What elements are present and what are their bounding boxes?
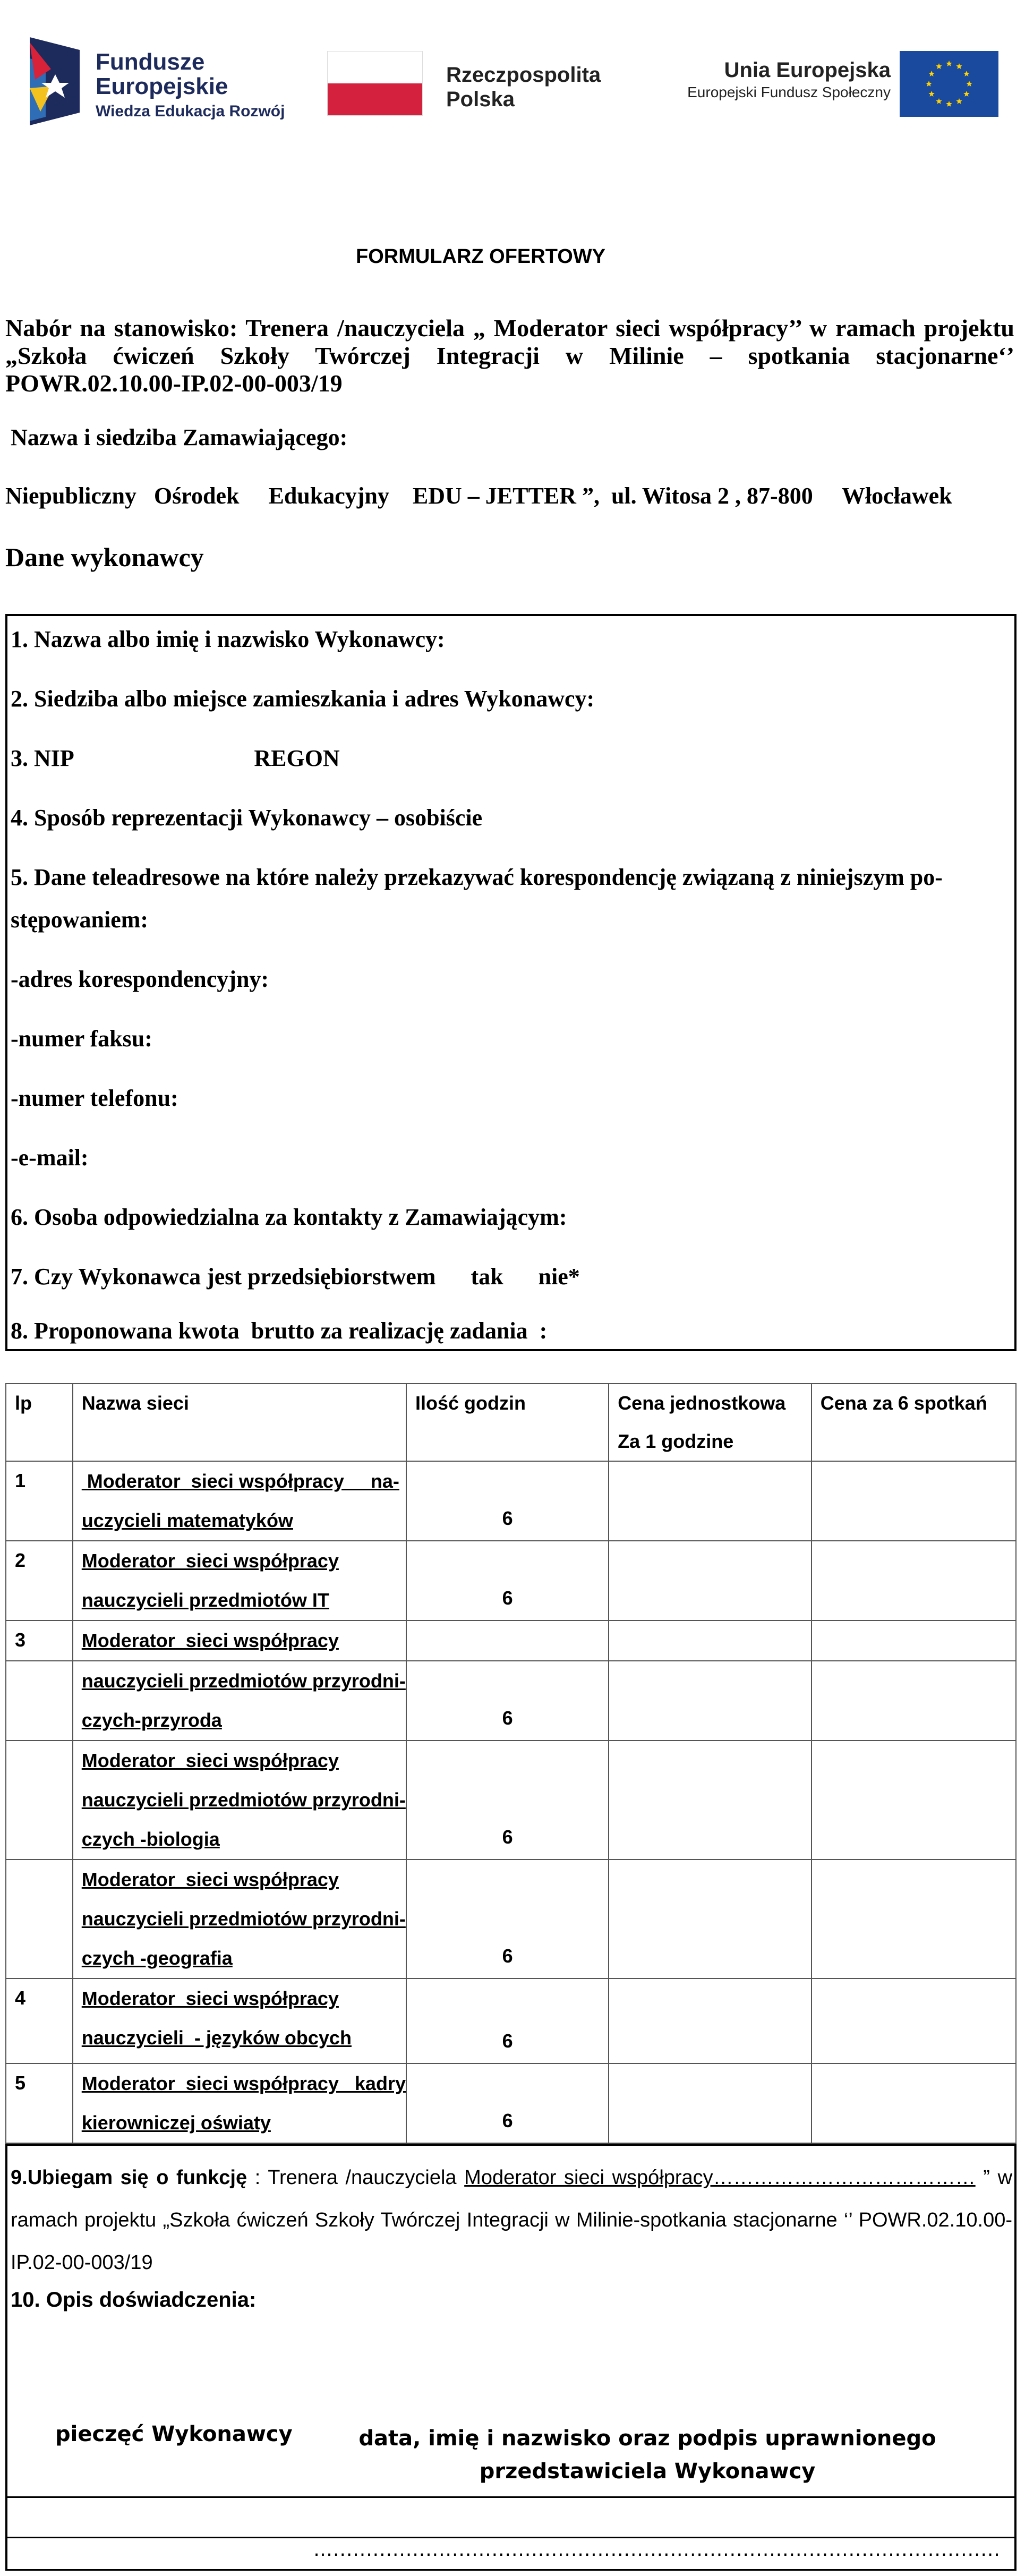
row-lp <box>6 1860 73 1978</box>
row-unit-price[interactable] <box>609 1978 812 2063</box>
row-unit-price[interactable] <box>609 1541 812 1620</box>
contractor-field: -numer faksu: <box>11 1026 152 1052</box>
row-hours: 6 <box>406 1741 609 1860</box>
network-name-line: czych -geografia <box>81 1947 233 1969</box>
row-lp: 5 <box>6 2063 73 2143</box>
network-name-line: nauczycieli przedmiotów przyrodni- <box>81 1789 406 1811</box>
row-total-price[interactable] <box>812 1541 1016 1620</box>
row-unit-price[interactable] <box>609 2063 812 2143</box>
table-row <box>6 1741 1016 1860</box>
contractor-field: stępowaniem: <box>11 907 149 933</box>
section9-prefix: 9.Ubiegam się o funkcję <box>11 2166 247 2189</box>
network-name-line: Moderator sieci współpracy kadry <box>81 2072 406 2094</box>
fe-line2: Europejskie <box>96 73 228 99</box>
row-total-price[interactable] <box>812 1741 1016 1860</box>
row-total-price[interactable] <box>812 1661 1016 1741</box>
row-unit-price[interactable] <box>609 1661 812 1741</box>
row-network-name <box>73 1741 406 1860</box>
row-hours: 6 <box>406 1661 609 1741</box>
contractor-field: -e-mail: <box>11 1145 89 1171</box>
price-table <box>5 1383 1017 2144</box>
table-row <box>6 1461 1016 1541</box>
row-total-price[interactable] <box>812 1978 1016 2063</box>
row-hours: 6 <box>406 1541 609 1620</box>
row-hours: 6 <box>406 1461 609 1541</box>
contractor-field: 5. Dane teleadresowe na które należy przekazywać korespondencję związaną z niniejszym po- <box>11 864 943 890</box>
table-row <box>6 2063 1016 2143</box>
contractor-heading: Dane wykonawcy <box>5 542 204 572</box>
table-row <box>6 1860 1016 1978</box>
network-name-line: czych -biologia <box>81 1828 220 1850</box>
network-name-line: Moderator sieci współpracy <box>81 1988 339 2009</box>
network-name-line: nauczycieli przedmiotów przyrodni- <box>81 1908 406 1930</box>
row-lp <box>6 1741 73 1860</box>
network-name-line: nauczycieli przedmiotów IT <box>81 1589 329 1611</box>
contractor-field: 2. Siedziba albo miejsce zamieszkania i adres Wykonawcy: <box>11 686 595 712</box>
row-total-price[interactable] <box>812 1860 1016 1978</box>
network-name-line: Moderator sieci współpracy <box>81 1869 339 1890</box>
section9-mid: : Trenera /nauczyciela <box>247 2166 465 2189</box>
contractor-field: 3. NIP REGON <box>11 745 340 771</box>
signature-dotted-line: …..................................................................................................... <box>313 2539 1001 2561</box>
contractor-field: 8. Proponowana kwota brutto za realizację zadania : <box>11 1318 548 1344</box>
network-name-line: uczycieli matematyków <box>81 1509 293 1531</box>
col-header-hours: Ilość godzin <box>406 1384 609 1461</box>
row-lp: 2 <box>6 1541 73 1620</box>
row-unit-price[interactable] <box>609 1860 812 1978</box>
eu-line1: Unia Europejska <box>724 58 891 82</box>
row-hours: 6 <box>406 1978 609 2063</box>
signature-description: data, imię i nazwisko oraz podpis uprawnionego przedstawiciela Wykonawcy <box>358 2426 936 2484</box>
fe-line3: Wiedza Edukacja Rozwój <box>96 103 285 120</box>
row-unit-price[interactable] <box>609 1741 812 1860</box>
row-lp: 4 <box>6 1978 73 2063</box>
section9-role: Moderator sieci współpracy………………………………… <box>464 2166 976 2189</box>
row-network-name <box>73 1860 406 1978</box>
contractor-field: -numer telefonu: <box>11 1085 178 1111</box>
row-network-name <box>73 1661 406 1741</box>
row-network-name <box>73 1461 406 1541</box>
rzeczpospolita-text <box>446 63 601 112</box>
col-header-lp: lp <box>6 1384 73 1461</box>
row-total-price[interactable] <box>812 1620 1016 1661</box>
row-unit-price[interactable] <box>609 1620 812 1661</box>
row-lp: 1 <box>6 1461 73 1541</box>
form-title: FORMULARZ OFERTOWY <box>355 245 606 268</box>
pl-line2: Polska <box>446 88 515 111</box>
col-header-unit-price <box>609 1384 812 1461</box>
row-network-name <box>73 1541 406 1620</box>
network-name-line: Moderator sieci współpracy <box>81 1630 339 1651</box>
row-hours: 6 <box>406 2063 609 2143</box>
table-row <box>6 1661 1016 1741</box>
eu-flag-icon <box>900 51 998 117</box>
table-row <box>6 1541 1016 1620</box>
contractor-field: 6. Osoba odpowiedzialna za kontakty z Zamawiającym: <box>11 1204 567 1230</box>
row-total-price[interactable] <box>812 2063 1016 2143</box>
eu-line2: Europejski Fundusz Społeczny <box>687 84 891 100</box>
contractor-field: 4. Sposób reprezentacji Wykonawcy – osobiście <box>11 805 483 831</box>
row-total-price[interactable] <box>812 1461 1016 1541</box>
network-name-line: Moderator sieci współpracy <box>81 1750 339 1771</box>
section9-rest: ” w ramach projektu „Szkoła ćwiczeń Szkoły Twórczej Integracji w Milinie-spotkania stacjonarne ‘’ POWR.02.10.00-IP.02-00-003/19 <box>11 2166 1013 2274</box>
row-unit-price[interactable] <box>609 1461 812 1541</box>
intro-paragraph: Nabór na stanowisko: Trenera /nauczyciela „ Moderator sieci współpracy’’ w ramach projektu „Szkoła ćwiczeń Szkoły Twórczej Integracji w Milinie – spotkania stacjonarne‘’ POWR.02.10.00-IP.02-00-003/19 <box>5 314 1014 397</box>
row-lp <box>6 1661 73 1741</box>
unit-price-label: Cena jednostkowa <box>618 1392 786 1414</box>
col-header-total-price: Cena za 6 spotkań <box>812 1384 1016 1461</box>
network-name-line: kierowniczej oświaty <box>81 2112 271 2134</box>
table-row <box>6 1978 1016 2063</box>
divider-line <box>5 2537 1017 2538</box>
row-hours <box>406 1620 609 1661</box>
row-hours: 6 <box>406 1860 609 1978</box>
unit-price-sublabel: Za 1 godzine <box>618 1430 734 1452</box>
poland-flag-icon <box>327 51 423 116</box>
fundusze-europejskie-text <box>96 50 285 122</box>
stamp-label: pieczęć Wykonawcy <box>55 2422 293 2446</box>
application-section-box <box>5 2144 1017 2537</box>
contractor-field: 1. Nazwa albo imię i nazwisko Wykonawcy: <box>11 626 445 652</box>
network-name-line: Moderator sieci współpracy <box>81 1550 339 1572</box>
row-network-name <box>73 1978 406 2063</box>
contractor-field: 7. Czy Wykonawca jest przedsiębiorstwem tak nie* <box>11 1264 580 1290</box>
network-name-line: nauczycieli przedmiotów przyrodni- <box>81 1670 406 1692</box>
contractor-data-box <box>5 614 1017 1351</box>
table-header-row <box>6 1384 1016 1461</box>
network-name-line: Moderator sieci współpracy na- <box>81 1470 399 1492</box>
row-network-name <box>73 2063 406 2143</box>
ordering-party-label: Nazwa i siedziba Zamawiającego: <box>11 424 348 450</box>
divider-line <box>5 2496 1017 2498</box>
fundusze-europejskie-logo-icon <box>30 37 80 125</box>
network-name-line: nauczycieli - języków obcych <box>81 2027 352 2049</box>
network-name-line: czych-przyroda <box>81 1709 222 1731</box>
col-header-name: Nazwa sieci <box>73 1384 406 1461</box>
ordering-party-value: Niepubliczny Ośrodek Edukacyjny EDU – JETTER ”, ul. Witosa 2 , 87-800 Włocławek <box>5 483 952 509</box>
section10-heading: 10. Opis doświadczenia: <box>11 2288 257 2311</box>
table-row <box>6 1620 1016 1661</box>
pl-line1: Rzeczpospolita <box>446 63 601 87</box>
row-network-name <box>73 1620 406 1661</box>
eu-text <box>670 57 891 102</box>
row-lp: 3 <box>6 1620 73 1661</box>
section9-paragraph <box>11 2156 1012 2284</box>
contractor-field: -adres korespondencyjny: <box>11 966 269 992</box>
fe-line1: Fundusze <box>96 49 205 75</box>
